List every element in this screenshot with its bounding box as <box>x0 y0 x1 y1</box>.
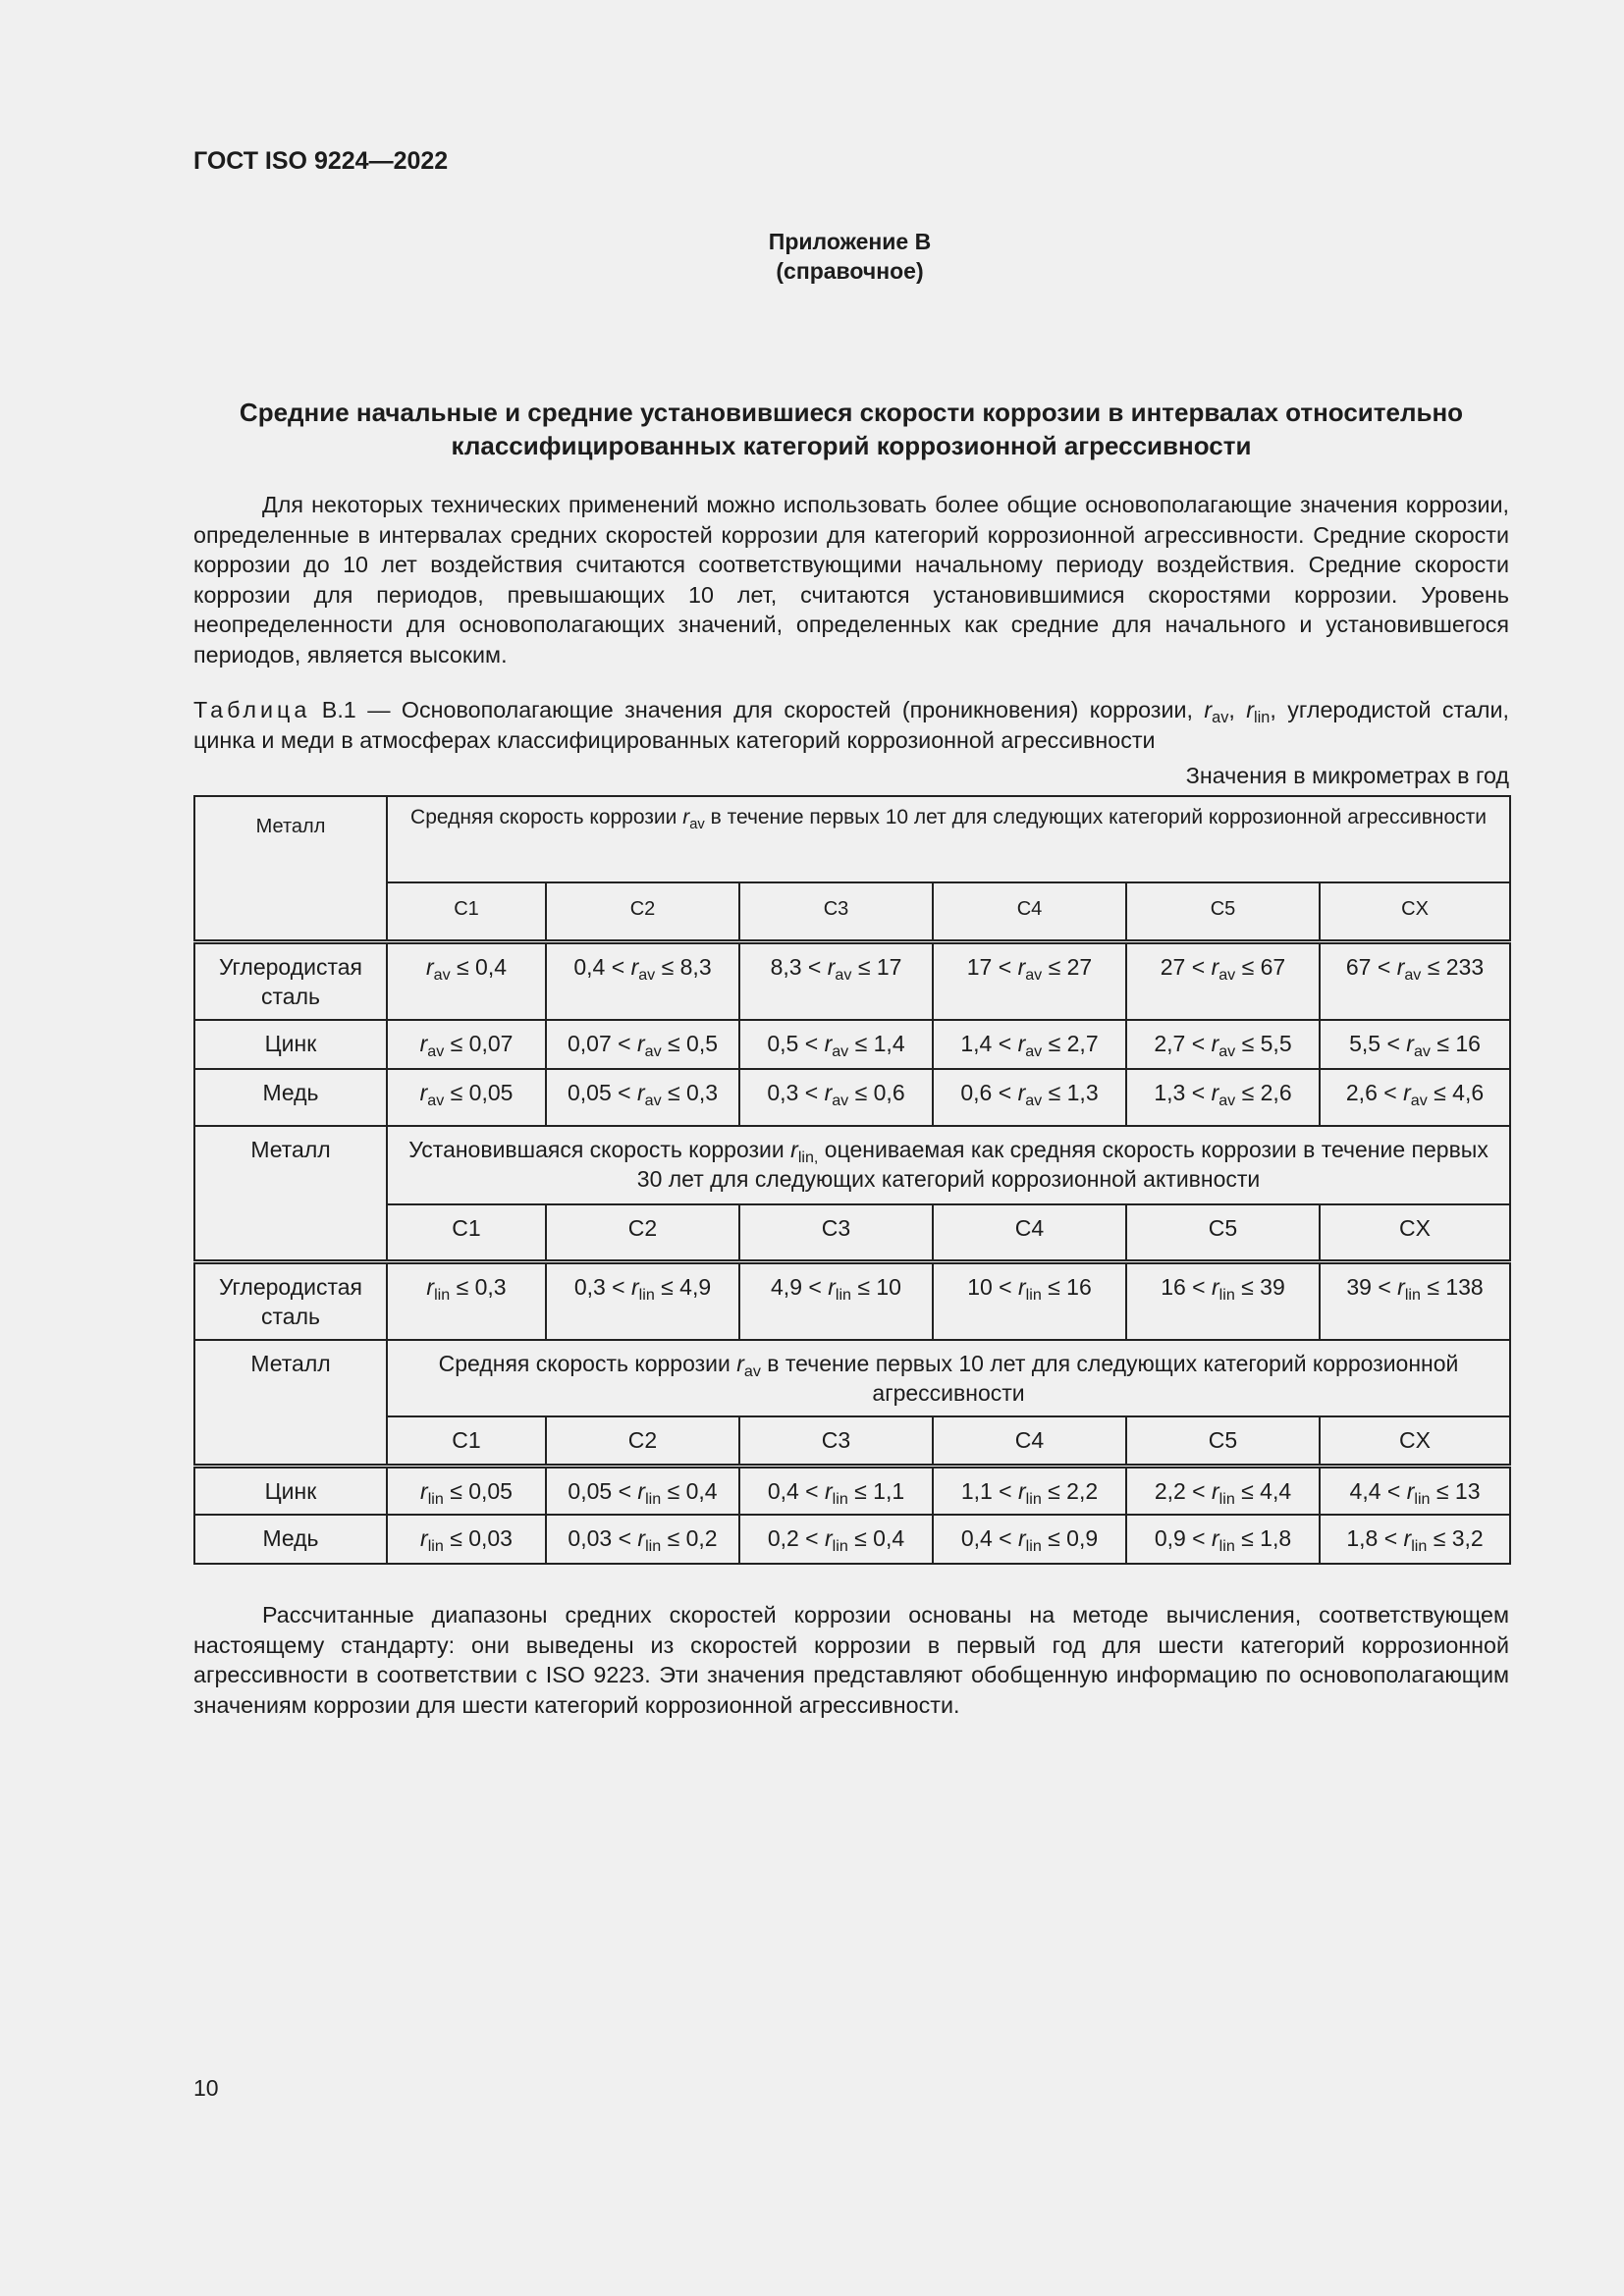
document-code: ГОСТ ISO 9224—2022 <box>193 147 449 175</box>
rate-cell: $2,2 < r_{lin} \le 4,4$ <box>1126 1466 1320 1515</box>
rate-lower-bound: 4,4 < <box>1349 1477 1401 1504</box>
rate-lower-bound: 0,4 < <box>960 1525 1012 1551</box>
rate-lower-bound: 0,4 < <box>573 953 625 980</box>
category-cell: C2 <box>546 1204 739 1261</box>
rate-upper-bound: ≤ 0,3 <box>456 1273 507 1300</box>
metal-cell: Углеродистая сталь <box>194 1261 387 1340</box>
rate-upper-bound: ≤ 27 <box>1048 953 1093 980</box>
rate-lower-bound: 0,2 < <box>767 1525 819 1551</box>
rate-lower-bound: 1,1 < <box>960 1477 1012 1504</box>
metal-header-cell: Металл <box>194 796 387 941</box>
category-cell: C4 <box>933 882 1126 941</box>
rate-lower-bound: 2,7 < <box>1154 1031 1206 1056</box>
rate-cell: $0,2 < r_{lin} \le 0,4$ <box>739 1515 933 1564</box>
rate-upper-bound: ≤ 67 <box>1241 953 1286 980</box>
rate-upper-bound: ≤ 0,05 <box>450 1080 514 1105</box>
rate-upper-bound: ≤ 8,3 <box>661 953 712 980</box>
table-caption-number: В.1 <box>321 697 356 722</box>
rate-upper-bound: ≤ 3,2 <box>1433 1525 1484 1551</box>
section-title: Средние начальные и средние установившиеся скорости коррозии в интервалах относительно классифицированных категорий коррозионной агрессивности <box>239 398 1464 460</box>
category-cell: C5 <box>1126 1416 1320 1466</box>
rate-cell: $0,3 < r_{av} \le 0,6$ <box>739 1069 933 1126</box>
rate-lower-bound: 16 < <box>1161 1273 1206 1300</box>
rate-upper-bound: ≤ 0,9 <box>1048 1525 1099 1551</box>
category-cell: C1 <box>387 1416 546 1466</box>
rate-upper-bound: ≤ 0,07 <box>450 1031 514 1056</box>
category-cell: CX <box>1320 1416 1510 1466</box>
table-caption-text-a: — Основополагающие значения для скоростей (проникновения) коррозии, <box>355 697 1205 722</box>
rate-lower-bound: 4,9 < <box>771 1273 822 1300</box>
rate-upper-bound: ≤ 4,6 <box>1434 1080 1485 1105</box>
category-cell: C2 <box>546 1416 739 1466</box>
table-row <box>194 1069 1510 1126</box>
rate-lower-bound: 67 < <box>1345 953 1391 980</box>
rate-upper-bound: ≤ 0,4 <box>667 1477 718 1504</box>
metal-cell: Медь <box>194 1069 387 1126</box>
rate-cell: $r_{av} \le 0,4$ <box>387 941 546 1020</box>
category-cell: C3 <box>739 1204 933 1261</box>
rate-cell: $0,6 < r_{av} \le 1,3$ <box>933 1069 1126 1126</box>
category-cell: C5 <box>1126 1204 1320 1261</box>
rate-upper-bound: ≤ 17 <box>857 953 902 980</box>
rate-upper-bound: ≤ 0,2 <box>667 1525 718 1551</box>
rate-lower-bound: 0,3 < <box>573 1273 625 1300</box>
table-caption: Таблица В.1 — Основополагающие значения для скоростей (проникновения) коррозии, $r_{av}$, $r_{lin}$, углеродистой стали, цинка и меди в атмосферах классифицированных категорий коррозионной агрессивности <box>193 697 1509 753</box>
metal-header-cell: Металл <box>194 1126 387 1261</box>
rate-lower-bound: 1,8 < <box>1346 1525 1398 1551</box>
corrosion-rates-table <box>193 795 1511 1565</box>
metal-cell: Цинк <box>194 1466 387 1515</box>
rate-cell: $67 < r_{av} \le 233$ <box>1320 941 1510 1020</box>
rate-cell: $16 < r_{lin} \le 39$ <box>1126 1261 1320 1340</box>
category-row <box>194 882 1510 941</box>
rate-cell: $0,03 < r_{lin} \le 0,2$ <box>546 1515 739 1564</box>
table-row <box>194 1515 1510 1564</box>
rate-upper-bound: ≤ 233 <box>1427 953 1485 980</box>
category-cell: C5 <box>1126 882 1320 941</box>
rate-upper-bound: ≤ 0,3 <box>668 1080 719 1105</box>
table-row <box>194 1466 1510 1515</box>
rate-upper-bound: ≤ 4,9 <box>661 1273 712 1300</box>
table-section-header-row <box>194 1126 1510 1204</box>
rate-lower-bound: 0,5 < <box>767 1031 819 1056</box>
rate-lower-bound: 0,05 < <box>568 1477 632 1504</box>
rate-cell: $39 < r_{lin} \le 138$ <box>1320 1261 1510 1340</box>
rate-cell: $r_{lin} \le 0,03$ <box>387 1515 546 1564</box>
category-cell: C3 <box>739 882 933 941</box>
rate-cell: $0,3 < r_{lin} \le 4,9$ <box>546 1261 739 1340</box>
rate-lower-bound: 0,05 < <box>567 1080 631 1105</box>
rate-cell: $0,05 < r_{lin} \le 0,4$ <box>546 1466 739 1515</box>
rate-upper-bound: ≤ 13 <box>1435 1477 1481 1504</box>
category-cell: CX <box>1320 882 1510 941</box>
rate-header-text: Средняя скорость коррозии <box>438 1351 737 1376</box>
rate-upper-bound: ≤ 1,4 <box>854 1031 905 1056</box>
rate-lower-bound: 0,6 < <box>960 1080 1012 1105</box>
page-number: 10 <box>193 2075 219 2101</box>
rate-cell: $8,3 < r_{av} \le 17$ <box>739 941 933 1020</box>
rate-upper-bound: ≤ 16 <box>1048 1273 1092 1300</box>
rate-cell: $0,4 < r_{lin} \le 0,9$ <box>933 1515 1126 1564</box>
rate-header-cell: Средняя скорость коррозии $r_{av}$ в течение первых 10 лет для следующих категорий коррозионной агрессивности <box>387 796 1510 882</box>
rate-upper-bound: ≤ 16 <box>1436 1031 1481 1056</box>
rate-upper-bound: ≤ 5,5 <box>1241 1031 1292 1056</box>
category-cell: C1 <box>387 882 546 941</box>
metal-header-cell: Металл <box>194 1340 387 1466</box>
table-row <box>194 1020 1510 1069</box>
appendix-subtitle: (справочное) <box>776 258 924 284</box>
rate-lower-bound: 5,5 < <box>1349 1031 1400 1056</box>
table-row <box>194 941 1510 1020</box>
rate-cell: $1,4 < r_{av} \le 2,7$ <box>933 1020 1126 1069</box>
rate-cell: $4,4 < r_{lin} \le 13$ <box>1320 1466 1510 1515</box>
rate-upper-bound: ≤ 2,7 <box>1048 1031 1099 1056</box>
category-row <box>194 1204 1510 1261</box>
rate-header-text: Средняя скорость коррозии <box>410 806 683 828</box>
rate-cell: $4,9 < r_{lin} \le 10$ <box>739 1261 933 1340</box>
rate-cell: $5,5 < r_{av} \le 16$ <box>1320 1020 1510 1069</box>
category-row <box>194 1416 1510 1466</box>
rate-upper-bound: ≤ 1,3 <box>1048 1080 1099 1105</box>
table-row <box>194 1261 1510 1340</box>
rate-lower-bound: 27 < <box>1160 953 1206 980</box>
category-cell: C4 <box>933 1204 1126 1261</box>
table-section-header-row <box>194 1340 1510 1416</box>
rate-cell: $r_{lin} \le 0,3$ <box>387 1261 546 1340</box>
rate-upper-bound: ≤ 2,2 <box>1048 1477 1099 1504</box>
metal-cell: Углеродистая сталь <box>194 941 387 1020</box>
rate-header-cell: Установившаяся скорость коррозии $r_{lin,}$ оцениваемая как средняя скорость коррозии в течение первых 30 лет для следующих категорий коррозионной активности <box>387 1126 1510 1204</box>
rate-cell: $2,7 < r_{av} \le 5,5$ <box>1126 1020 1320 1069</box>
rate-header-text: в течение первых 10 лет для следующих категорий коррозионной агрессивности <box>704 806 1487 828</box>
rate-cell: $27 < r_{av} \le 67$ <box>1126 941 1320 1020</box>
rate-lower-bound: 0,4 < <box>767 1477 819 1504</box>
rate-cell: $0,4 < r_{av} \le 8,3$ <box>546 941 739 1020</box>
rate-upper-bound: ≤ 39 <box>1241 1273 1285 1300</box>
rate-lower-bound: 10 < <box>967 1273 1012 1300</box>
rate-cell: $1,1 < r_{lin} \le 2,2$ <box>933 1466 1126 1515</box>
rate-upper-bound: ≤ 0,5 <box>668 1031 719 1056</box>
rate-cell: $17 < r_{av} \le 27$ <box>933 941 1126 1020</box>
conclusion-paragraph: Рассчитанные диапазоны средних скоростей коррозии основаны на методе вычисления, соответствующем настоящему стандарту: они выведены из скоростей коррозии в первый год для шести категорий коррозионной агрессивности в соответствии с ISO 9223. Эти значения представляют обобщенную информацию по основополагающим значениям коррозии для шести категорий коррозионной агрессивности. <box>193 1602 1509 1718</box>
rate-header-text: Установившаяся скорость коррозии <box>408 1137 791 1162</box>
rate-upper-bound: ≤ 4,4 <box>1241 1477 1292 1504</box>
rate-lower-bound: 1,4 < <box>960 1031 1012 1056</box>
metal-cell: Цинк <box>194 1020 387 1069</box>
rate-header-cell: Средняя скорость коррозии $r_{av}$ в течение первых 10 лет для следующих категорий коррозионной агрессивности <box>387 1340 1510 1416</box>
category-cell: CX <box>1320 1204 1510 1261</box>
rate-header-text: в течение первых 10 лет для следующих категорий коррозионной агрессивности <box>760 1351 1459 1406</box>
rate-cell: $0,07 < r_{av} \le 0,5$ <box>546 1020 739 1069</box>
appendix-title: Приложение В <box>768 229 932 254</box>
rate-cell: $0,05 < r_{av} \le 0,3$ <box>546 1069 739 1126</box>
category-cell: C2 <box>546 882 739 941</box>
rate-upper-bound: ≤ 10 <box>857 1273 901 1300</box>
rate-cell: $r_{lin} \le 0,05$ <box>387 1466 546 1515</box>
rate-lower-bound: 2,6 < <box>1345 1080 1397 1105</box>
rate-upper-bound: ≤ 0,03 <box>450 1525 513 1551</box>
rate-cell: $0,5 < r_{av} \le 1,4$ <box>739 1020 933 1069</box>
rate-header-text: оцениваемая как средняя скорость коррозии в течение первых 30 лет для следующих категорий коррозионной активности <box>636 1137 1489 1192</box>
category-cell: C4 <box>933 1416 1126 1466</box>
rate-lower-bound: 0,9 < <box>1154 1525 1206 1551</box>
rate-lower-bound: 0,03 < <box>568 1525 632 1551</box>
table-section-header-row <box>194 796 1510 882</box>
rate-upper-bound: ≤ 2,6 <box>1241 1080 1292 1105</box>
rate-lower-bound: 0,3 < <box>767 1080 819 1105</box>
rate-upper-bound: ≤ 1,8 <box>1241 1525 1292 1551</box>
rate-lower-bound: 39 < <box>1346 1273 1391 1300</box>
rate-cell: $0,4 < r_{lin} \le 1,1$ <box>739 1466 933 1515</box>
rate-lower-bound: 2,2 < <box>1154 1477 1206 1504</box>
metal-cell: Медь <box>194 1515 387 1564</box>
appendix-heading <box>0 227 1624 286</box>
rate-upper-bound: ≤ 138 <box>1427 1273 1484 1300</box>
rate-lower-bound: 17 < <box>966 953 1012 980</box>
rate-cell: $0,9 < r_{lin} \le 1,8$ <box>1126 1515 1320 1564</box>
category-cell: C1 <box>387 1204 546 1261</box>
rate-cell: $10 < r_{lin} \le 16$ <box>933 1261 1126 1340</box>
table-caption-text-b: углеродистой стали, цинка и меди в атмосферах классифицированных категорий коррозионной агрессивности <box>193 697 1509 753</box>
rate-upper-bound: ≤ 0,6 <box>854 1080 905 1105</box>
rate-lower-bound: 0,07 < <box>567 1031 631 1056</box>
table-caption-label: Таблица <box>193 697 311 722</box>
rate-upper-bound: ≤ 0,4 <box>854 1525 905 1551</box>
rate-lower-bound: 8,3 < <box>770 953 822 980</box>
rate-cell: $1,3 < r_{av} \le 2,6$ <box>1126 1069 1320 1126</box>
rate-cell: $r_{av} \le 0,07$ <box>387 1020 546 1069</box>
category-cell: C3 <box>739 1416 933 1466</box>
rate-upper-bound: ≤ 1,1 <box>854 1477 905 1504</box>
rate-upper-bound: ≤ 0,4 <box>457 953 508 980</box>
rate-lower-bound: 1,3 < <box>1154 1080 1206 1105</box>
rate-cell: $1,8 < r_{lin} \le 3,2$ <box>1320 1515 1510 1564</box>
intro-paragraph: Для некоторых технических применений можно использовать более общие основополагающие значения коррозии, определенные в интервалах средних скоростей коррозии для категорий коррозионной агрессивности. Средние скорости коррозии до 10 лет воздействия считаются соответствующими начальному периоду воздействия. Средние скорости коррозии для периодов, превышающих 10 лет, считаются установившимися скоростями коррозии. Уровень неопределенности для основополагающих значений, определенных как средние для начального и установившегося периодов, является высоким. <box>193 492 1509 667</box>
rate-upper-bound: ≤ 0,05 <box>450 1477 513 1504</box>
rate-cell: $r_{av} \le 0,05$ <box>387 1069 546 1126</box>
units-note: Значения в микрометрах в год <box>1185 763 1509 788</box>
rate-cell: $2,6 < r_{av} \le 4,6$ <box>1320 1069 1510 1126</box>
